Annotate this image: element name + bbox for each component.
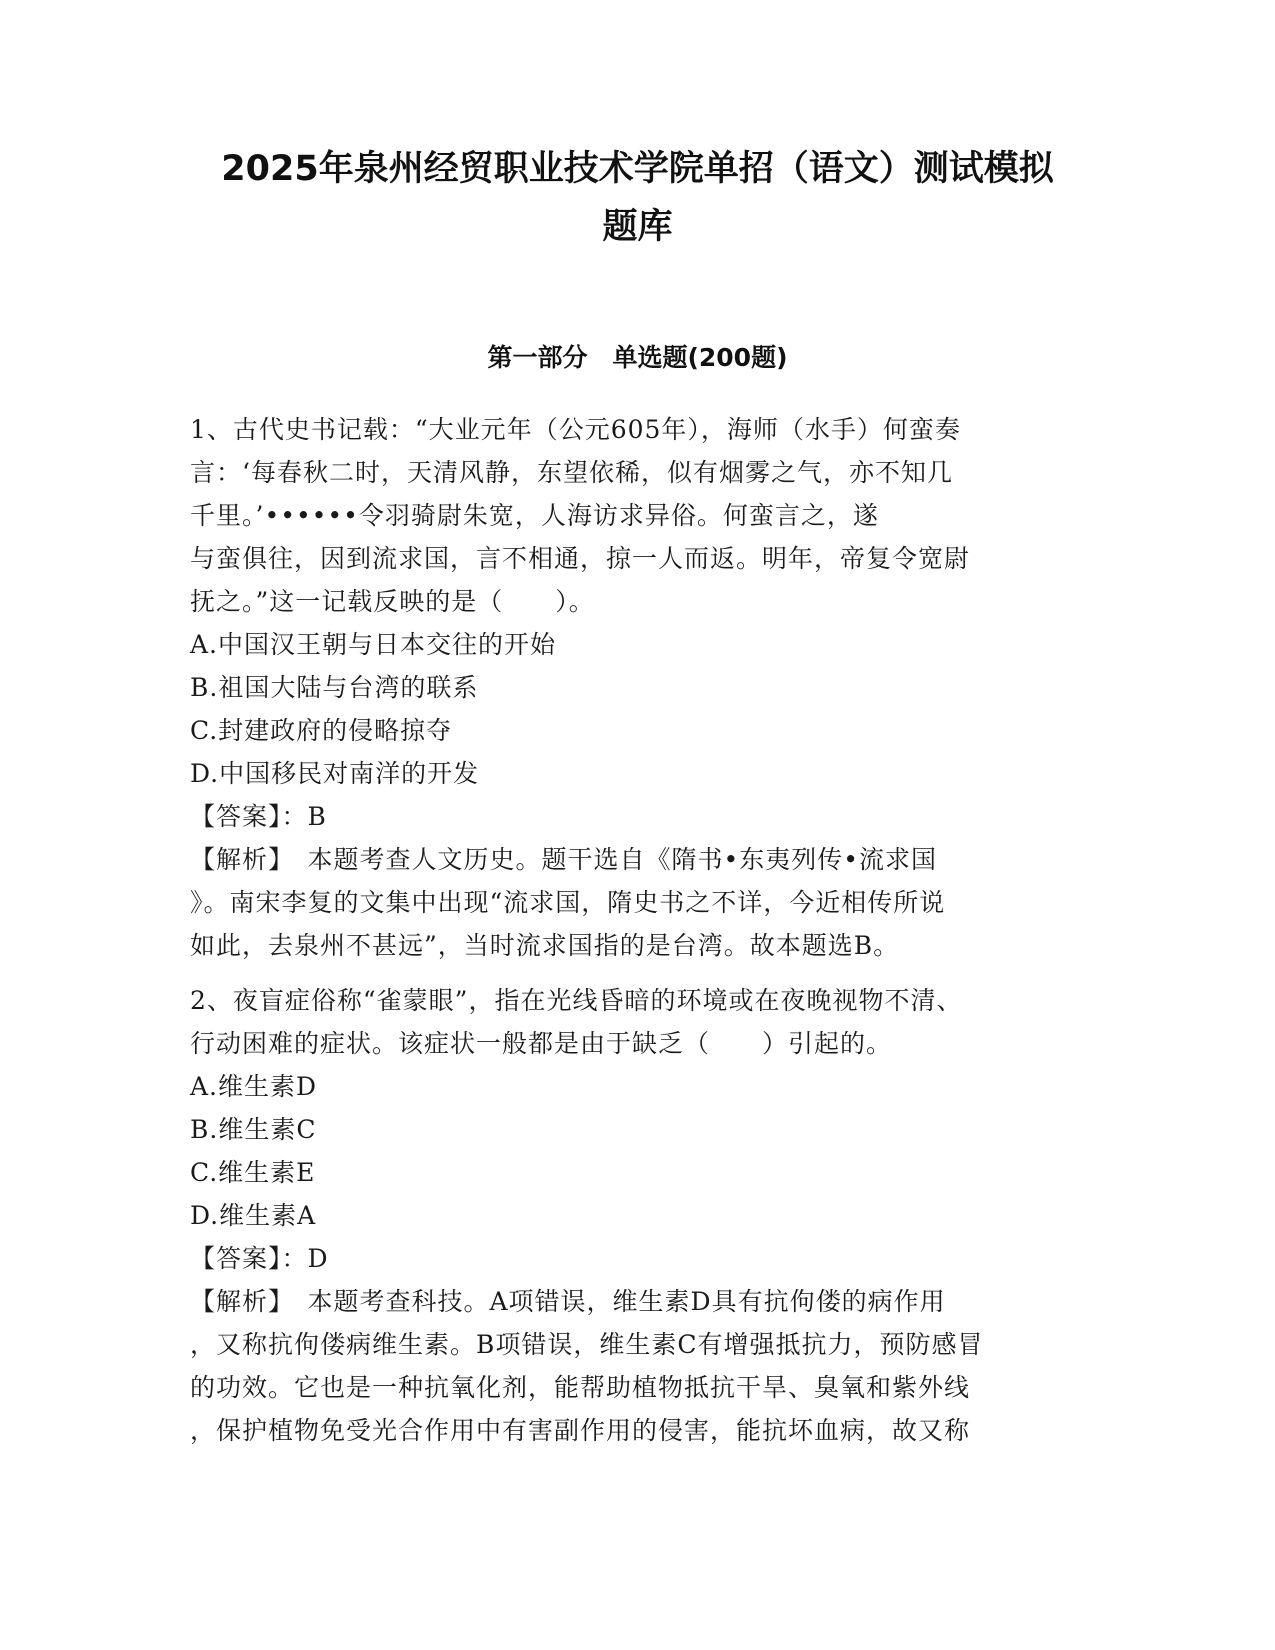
analysis-line: 的功效。它也是一种抗氧化剂，能帮助植物抵抗干旱、臭氧和紫外线 [190, 1373, 971, 1402]
question-stem-line: 2、夜盲症俗称“雀蒙眼”，指在光线昏暗的环境或在夜晚视物不清、 [190, 986, 963, 1015]
answer-line: 【答案】：D [190, 1244, 329, 1273]
question-list [190, 408, 1090, 1452]
analysis-line: 【解析】 本题考查人文历史。题干选自《隋书•东夷列传•流求国 [190, 845, 937, 874]
analysis-line: 【解析】 本题考查科技。A项错误，维生素D具有抗佝偻的病作用 [190, 1287, 946, 1316]
question-stem-line: 与蛮俱往，因到流求国，言不相通，掠一人而返。明年，帝复令宽尉 [190, 544, 971, 573]
analysis-line: 》。南宋李复的文集中出现“流求国，隋史书之不详，今近相传所说 [190, 888, 946, 917]
option-c: C.维生素E [190, 1158, 316, 1187]
option-a: A.维生素D [190, 1072, 318, 1101]
title-line-1: 2025年泉州经贸职业技术学院单招（语文）测试模拟 [221, 149, 1054, 189]
analysis-line: ，又称抗佝偻病维生素。B项错误，维生素C有增强抵抗力，预防感冒 [190, 1330, 984, 1359]
option-c: C.封建政府的侵略掠夺 [190, 716, 453, 745]
question-stem-line: 抚之。”这一记载反映的是（ ）。 [190, 587, 595, 616]
question-stem-line: 行动困难的症状。该症状一般都是由于缺乏（ ）引起的。 [190, 1029, 893, 1058]
analysis-line: 如此，去泉州不甚远”，当时流求国指的是台湾。故本题选B。 [190, 931, 900, 960]
answer-line: 【答案】：B [190, 802, 327, 831]
option-d: D.维生素A [190, 1201, 317, 1230]
question-2 [190, 979, 1090, 1452]
option-b: B.维生素C [190, 1115, 317, 1144]
title-line-2: 题库 [602, 207, 673, 247]
option-b: B.祖国大陆与台湾的联系 [190, 673, 479, 702]
question-stem-line: 千里。’••••••令羽骑尉朱宽，人海访求异俗。何蛮言之，遂 [190, 501, 879, 530]
question-stem-line: 1、古代史书记载：“大业元年（公元605年），海师（水手）何蛮奏 [190, 415, 961, 444]
question-spacer [190, 967, 1090, 979]
question-stem-line: 言：‘每春秋二时，天清风静，东望依稀，似有烟雾之气，亦不知几 [190, 458, 953, 487]
analysis-line: ，保护植物免受光合作用中有害副作用的侵害，能抗坏血病，故又称 [190, 1416, 971, 1445]
question-1 [190, 408, 1090, 967]
document-title [150, 140, 1125, 256]
section-title: 第一部分 单选题(200题) [487, 343, 788, 372]
option-a: A.中国汉王朝与日本交往的开始 [190, 630, 557, 659]
option-d: D.中国移民对南洋的开发 [190, 759, 480, 788]
